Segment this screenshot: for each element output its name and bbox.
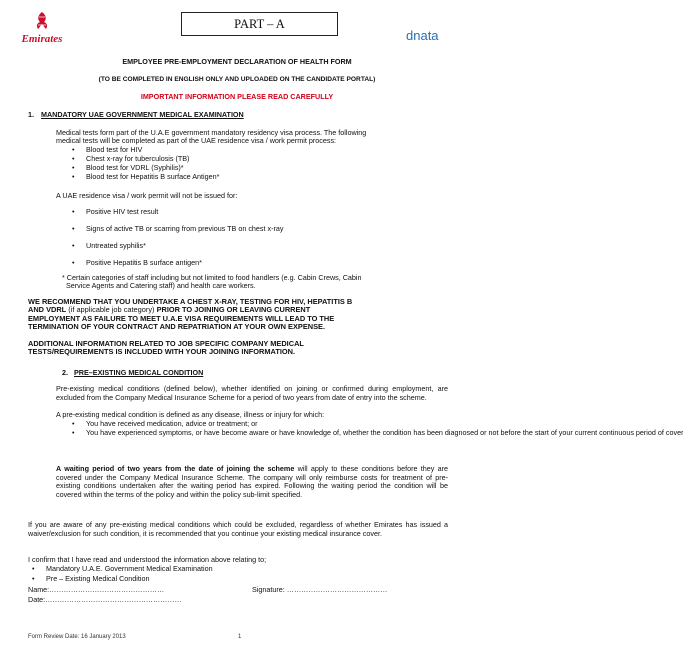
condition-item: • Positive Hepatitis B surface antigen* <box>72 258 202 267</box>
dnata-wordmark: dnata <box>406 28 439 43</box>
important-notice: IMPORTANT INFORMATION PLEASE READ CAREFULLY <box>140 92 334 101</box>
aware-para: If you are aware of any pre-existing medical conditions which could be excluded, regardless of whether Emirates has issued a waiver/exclusion for such condition, it is recommended that you continue your existing medical insurance cover. <box>28 520 448 538</box>
recommend-line: TERMINATION OF YOUR CONTRACT AND REPATRIATION AT YOUR OWN EXPENSE. <box>28 322 325 331</box>
confirm-item: • Mandatory U.A.E. Government Medical Examination <box>32 564 213 573</box>
section1-heading: MANDATORY UAE GOVERNMENT MEDICAL EXAMINATION <box>41 110 244 119</box>
bullet-icon: • <box>32 564 35 573</box>
bullet-icon: • <box>72 163 75 172</box>
section1-number: 1. <box>28 110 34 119</box>
section2-para1: Pre-existing medical conditions (defined below), whether identified on joining or confirmed during employment, are excluded from the Company Medical Insurance Scheme for a period of two years from date of entry into the scheme. <box>56 384 448 402</box>
dnata-logo <box>406 28 439 43</box>
bullet-icon: • <box>72 258 75 267</box>
recommend-line: EMPLOYMENT AS FAILURE TO MEET U.A.E VISA REQUIREMENTS WILL LEAD TO THE <box>28 314 335 323</box>
test-item: • Blood test for HIV <box>72 145 143 154</box>
emirates-wordmark: Emirates <box>21 33 63 45</box>
test-item: • Blood test for Hepatitis B surface Antigen* <box>72 172 220 181</box>
test-item: • Blood test for VDRL (Syphilis)* <box>72 163 184 172</box>
not-issued-text: A UAE residence visa / work permit will not be issued for: <box>56 191 238 200</box>
date-field[interactable]: Date:………………………………………………… <box>28 595 182 604</box>
section1-intro-line: medical tests will be completed as part of the UAE residence visa / work permit process: <box>56 136 337 145</box>
bullet-icon: • <box>72 224 75 233</box>
section2-heading: PRE–EXISTING MEDICAL CONDITION <box>74 368 204 377</box>
emirates-emblem-icon <box>31 10 53 32</box>
part-label: PART – A <box>181 12 338 36</box>
preexisting-item: • You have experienced symptoms, or have become aware or have knowledge of, whether the condition has been diagnosed or not before the start of your current continuous period of cover <box>72 428 683 437</box>
emirates-logo <box>12 10 70 50</box>
bullet-icon: • <box>32 574 35 583</box>
condition-item: • Signs of active TB or scarring from previous TB on chest x-ray <box>72 224 284 233</box>
section2-para2: A pre-existing medical condition is defined as any disease, illness or injury for which: <box>56 410 325 419</box>
additional-info-line: ADDITIONAL INFORMATION RELATED TO JOB SPECIFIC COMPANY MEDICAL <box>28 339 304 348</box>
bullet-icon: • <box>72 419 75 428</box>
section1-intro-line: Medical tests form part of the U.A.E government mandatory residency visa process. The following <box>56 128 367 137</box>
bullet-icon: • <box>72 207 75 216</box>
confirm-item: • Pre – Existing Medical Condition <box>32 574 150 583</box>
bullet-icon: • <box>72 154 75 163</box>
condition-item: • Positive HIV test result <box>72 207 159 216</box>
form-review-date: Form Review Date: 16 January 2013 <box>28 634 126 640</box>
bullet-icon: • <box>72 428 75 437</box>
recommend-line: AND VDRL (if applicable job category) PRIOR TO JOINING OR LEAVING CURRENT <box>28 305 311 314</box>
additional-info-line: TESTS/REQUIREMENTS IS INCLUDED WITH YOUR JOINING INFORMATION. <box>28 347 296 356</box>
bullet-icon: • <box>72 145 75 154</box>
bullet-icon: • <box>72 172 75 181</box>
name-field[interactable]: Name:………………………………………… <box>28 585 165 594</box>
page-number: 1 <box>238 634 242 640</box>
form-subtitle: (TO BE COMPLETED IN ENGLISH ONLY AND UPLOADED ON THE CANDIDATE PORTAL) <box>98 76 376 83</box>
staff-note-line: * Certain categories of staff including but not limited to food handlers (e.g. Cabin Crews, Cabin <box>62 273 362 282</box>
form-title: EMPLOYEE PRE-EMPLOYMENT DECLARATION OF HEALTH FORM <box>122 57 352 66</box>
test-item: • Chest x-ray for tuberculosis (TB) <box>72 154 190 163</box>
section2-number: 2. <box>62 368 68 377</box>
staff-note-line: Service Agents and Catering staff) and health care workers. <box>66 281 256 290</box>
signature-field[interactable]: Signature: …………………………………… <box>252 585 388 594</box>
waiting-period-para: A waiting period of two years from the date of joining the scheme will apply to these conditions before they are covered under the Company Medical Insurance Scheme. The company will only reimburse costs for treatment of pre-existing conditions undertaken after the waiting period has expired. Following the waiting period the condition will be covered within the terms of the policy and within the policy sub-limit specified. <box>56 464 448 499</box>
preexisting-item: • You have received medication, advice or treatment; or <box>72 419 258 428</box>
bullet-icon: • <box>72 241 75 250</box>
condition-item: • Untreated syphilis* <box>72 241 146 250</box>
confirm-text: I confirm that I have read and understood the information above relating to; <box>28 555 267 564</box>
recommend-line: WE RECOMMEND THAT YOU UNDERTAKE A CHEST X-RAY, TESTING FOR HIV, HEPATITIS B <box>28 297 353 306</box>
